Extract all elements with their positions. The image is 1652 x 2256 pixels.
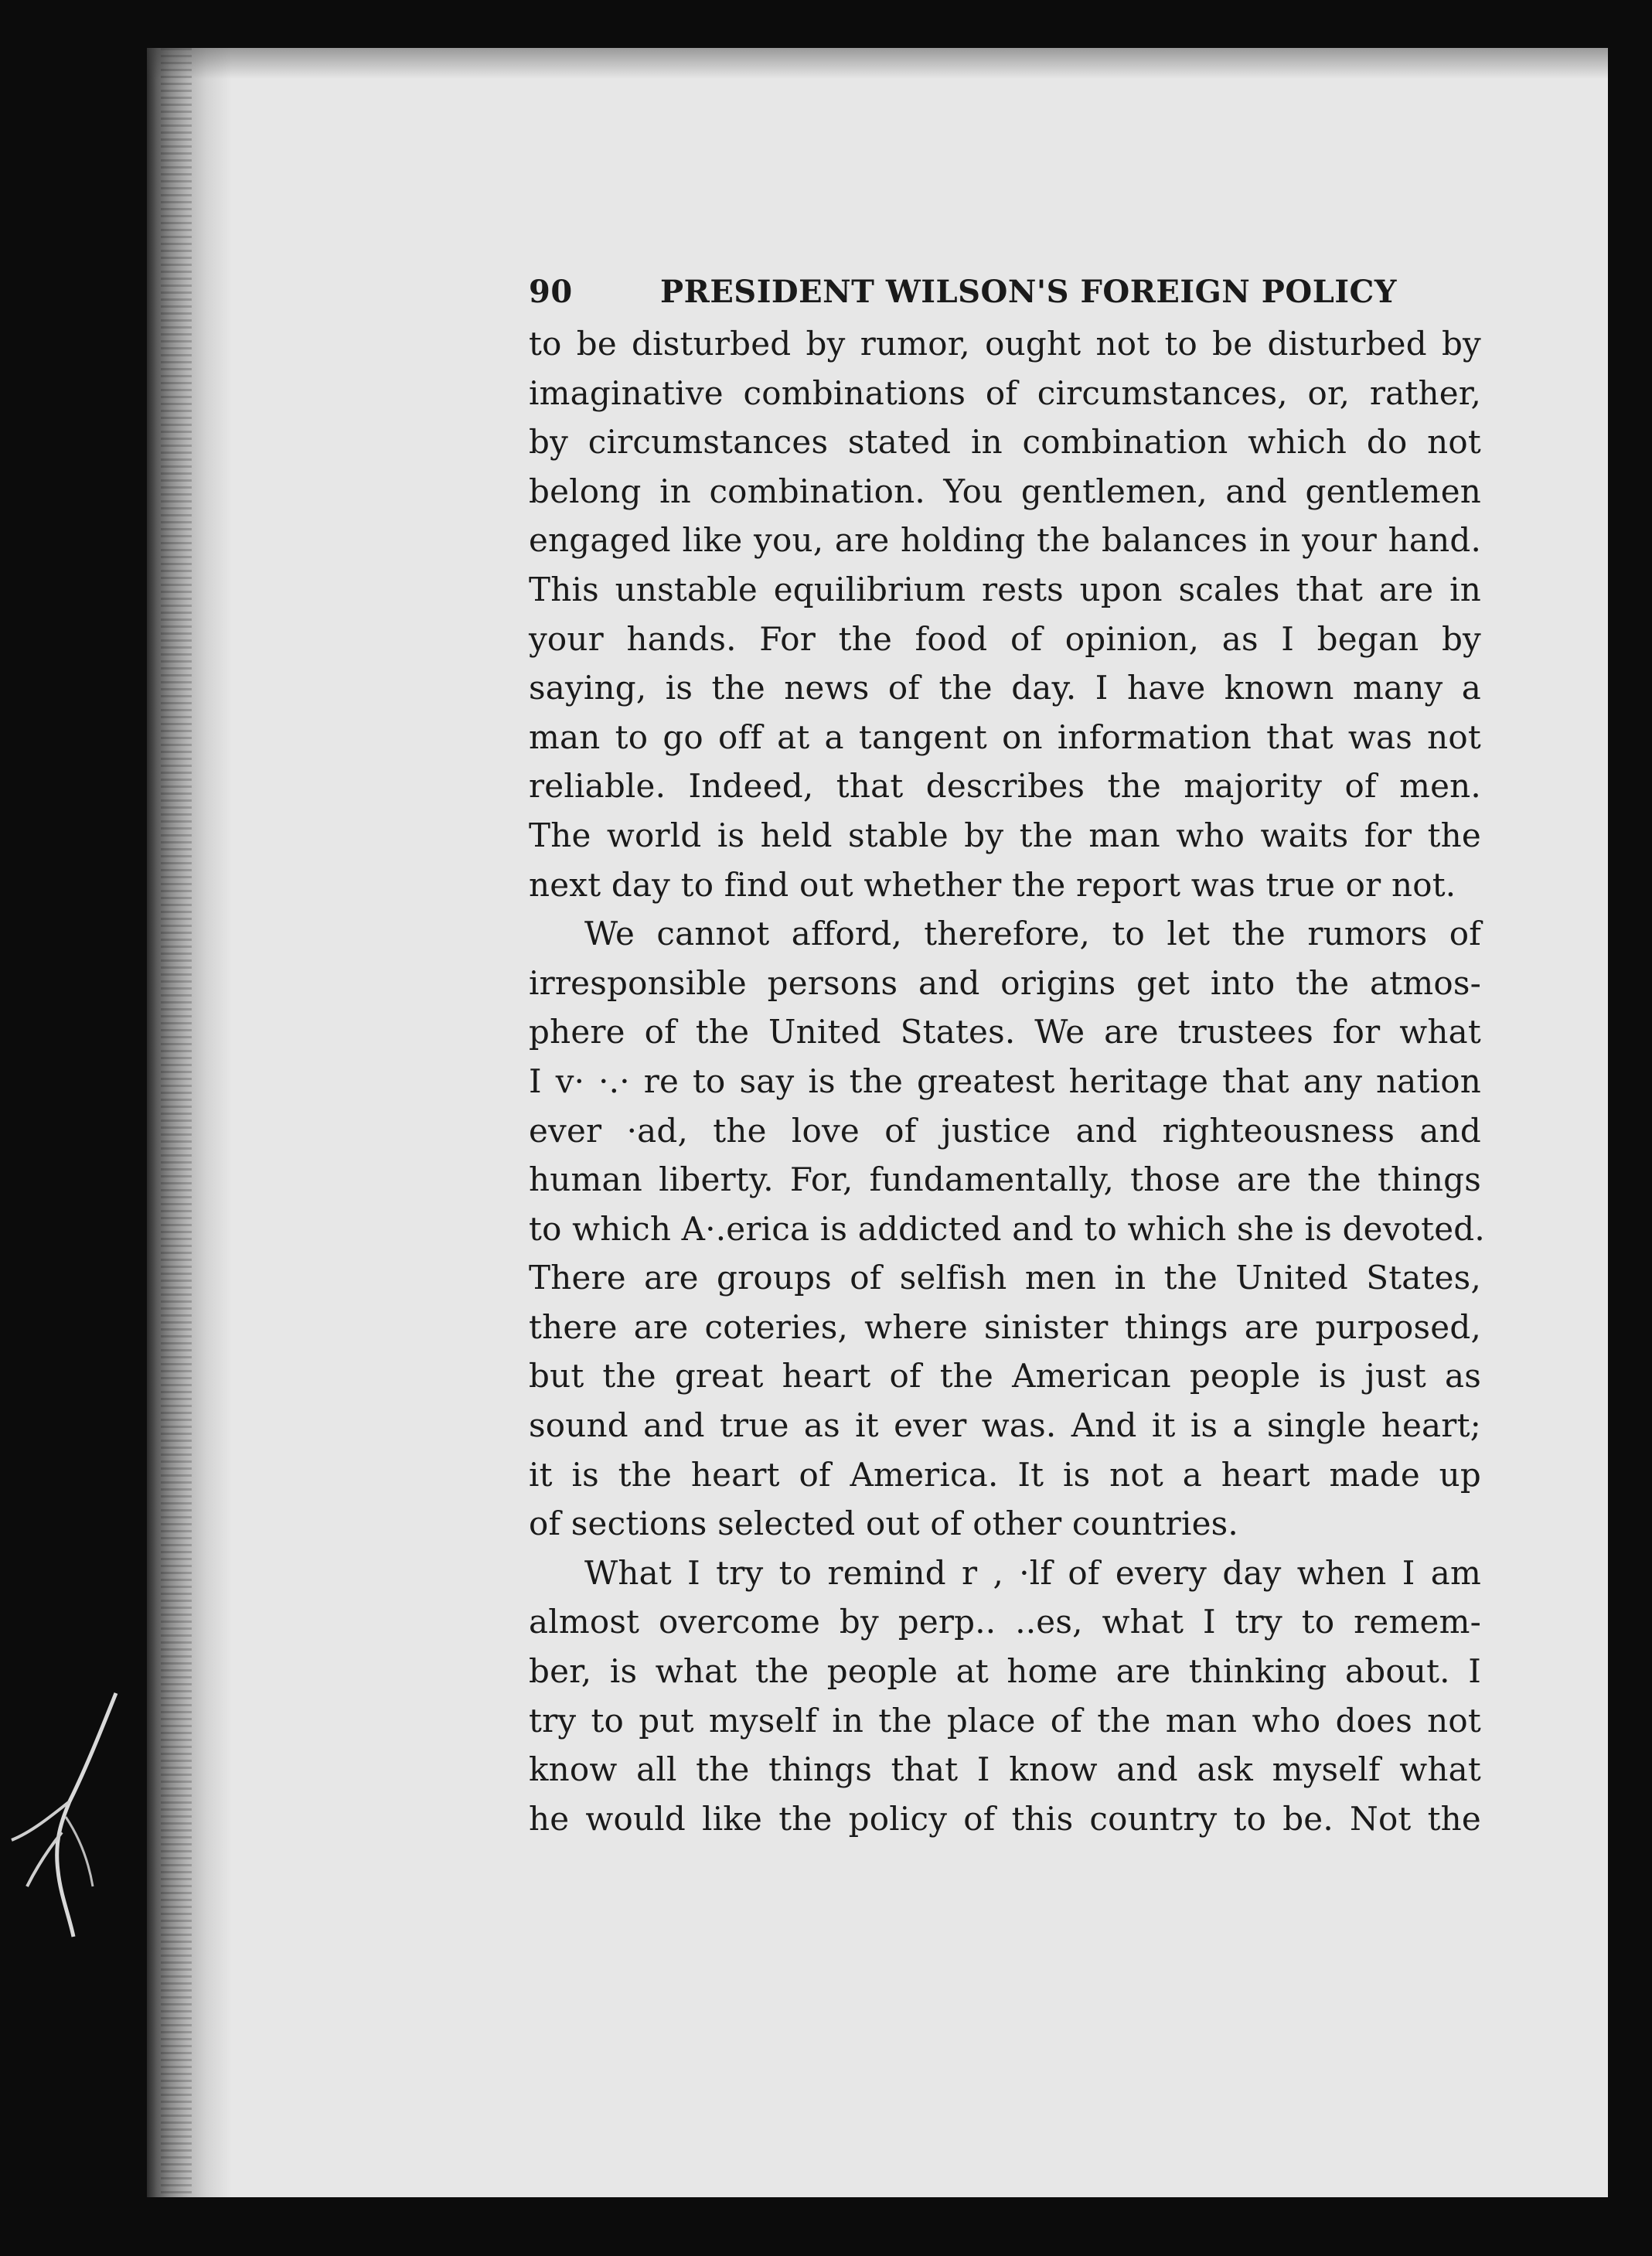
text-line: he would like the policy of this country to be. Not the xyxy=(529,1799,1481,1838)
page-content xyxy=(529,265,1485,1843)
running-header xyxy=(529,265,1481,319)
text-line: The world is held stable by the man who waits for the xyxy=(529,816,1481,854)
text-line: human liberty. For, fundamentally, those are the things xyxy=(529,1160,1481,1199)
text-line: What I try to remind r , ·lf of every day when I am xyxy=(584,1553,1481,1592)
text-line: belong in combination. You gentlemen, and gentlemen xyxy=(529,472,1481,510)
page-number: 90 xyxy=(529,274,573,310)
text-line: but the great heart of the American people is just as xyxy=(529,1357,1481,1396)
text-line: to be disturbed by rumor, ought not to be disturbed by xyxy=(529,325,1481,363)
text-line: phere of the United States. We are trustees for what xyxy=(529,1013,1481,1051)
text-line: ever ·ad, the love of justice and righteousness and xyxy=(529,1111,1481,1150)
text-line: know all the things that I know and ask myself what xyxy=(529,1750,1481,1789)
running-title: PRESIDENT WILSON'S FOREIGN POLICY xyxy=(660,274,1397,310)
text-line: try to put myself in the place of the man who does not xyxy=(529,1701,1481,1740)
page-top-shadow xyxy=(147,48,1608,79)
text-line: it is the heart of America. It is not a heart made up xyxy=(529,1455,1481,1494)
loose-thread-mark xyxy=(8,1685,124,1941)
body-text xyxy=(529,319,1485,1843)
text-line: your hands. For the food of opinion, as I began by xyxy=(529,619,1481,658)
text-line: reliable. Indeed, that describes the majority of men. xyxy=(529,767,1481,806)
text-line: irresponsible persons and origins get into the atmos- xyxy=(529,963,1481,1002)
text-line: next day to find out whether the report was true or not. xyxy=(529,865,1456,904)
page-gutter-edge xyxy=(147,48,232,2197)
text-line: I v· ·.· re to say is the greatest heritage that any nation xyxy=(529,1062,1481,1100)
text-line: imaginative combinations of circumstances, or, rather, xyxy=(529,373,1481,412)
text-line: there are coteries, where sinister things are purposed, xyxy=(529,1307,1481,1346)
text-line: by circumstances stated in combination which do not xyxy=(529,423,1481,462)
text-line: of sections selected out of other countries. xyxy=(529,1505,1238,1543)
text-line: man to go off at a tangent on information that was not xyxy=(529,717,1481,756)
text-line: sound and true as it ever was. And it is a single heart; xyxy=(529,1406,1481,1445)
text-line: We cannot afford, therefore, to let the rumors of xyxy=(584,915,1481,953)
text-line: saying, is the news of the day. I have known many a xyxy=(529,669,1481,707)
text-line: There are groups of selfish men in the United States, xyxy=(529,1259,1481,1297)
text-line: ber, is what the people at home are thinking about. I xyxy=(529,1652,1481,1691)
text-line: This unstable equilibrium rests upon scales that are in xyxy=(529,570,1481,608)
text-line: almost overcome by perp.. ..es, what I try to remem- xyxy=(529,1603,1481,1641)
text-line: to which A·.erica is addicted and to which she is devoted. xyxy=(529,1209,1485,1248)
text-line: engaged like you, are holding the balances in your hand. xyxy=(529,521,1481,560)
